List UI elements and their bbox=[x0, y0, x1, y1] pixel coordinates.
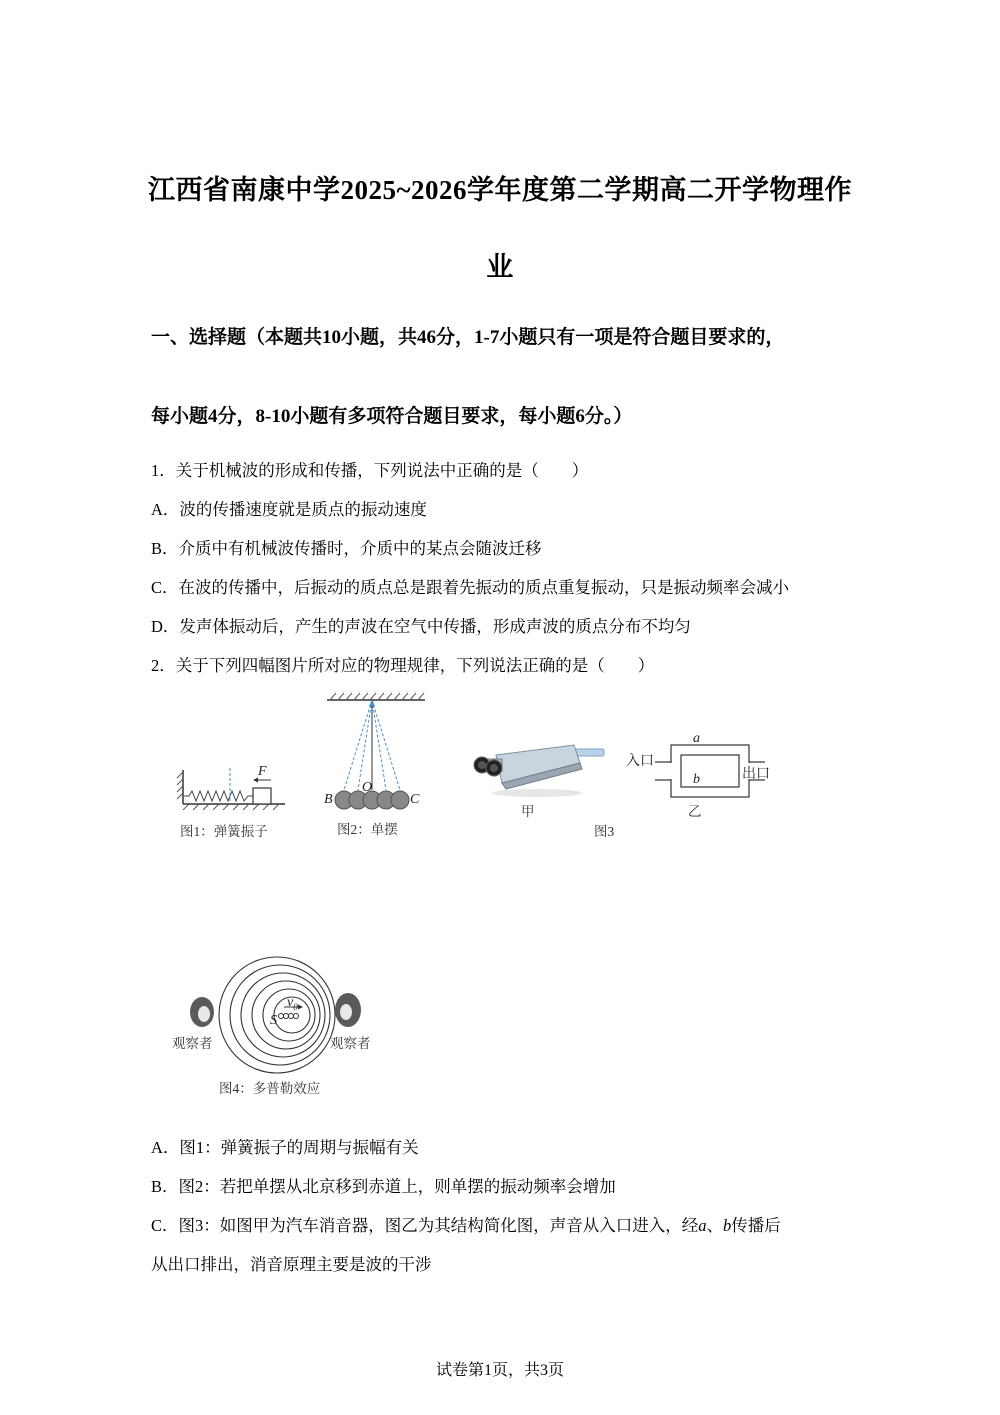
question-1-stem: 1．关于机械波的形成和传播，下列说法中正确的是（ ） bbox=[151, 461, 589, 480]
question-1-option-d: D．发声体振动后，产生的声波在空气中传播，形成声波的质点分布不均匀 bbox=[151, 617, 691, 636]
velocity-subscript: 0 bbox=[293, 1001, 298, 1012]
section-header-continued: 每小题4分，8-10小题有多项符合题目要求，每小题6分。） bbox=[151, 406, 633, 427]
page-footer: 试卷第1页，共3页 bbox=[435, 1362, 564, 1379]
page-title-continued: 业 bbox=[486, 252, 514, 282]
figure-2-caption: 图2：单摆 bbox=[337, 822, 398, 837]
figure-1-caption: 图1：弹簧振子 bbox=[180, 824, 268, 839]
question-2-option-c-continued: 从出口排出，消音原理主要是波的干涉 bbox=[151, 1255, 432, 1274]
force-label: F bbox=[258, 764, 267, 779]
path-label-b: b bbox=[693, 772, 700, 787]
question-2-option-a: A．图1：弹簧振子的周期与振幅有关 bbox=[151, 1138, 419, 1157]
question-1-option-c: C．在波的传播中，后振动的质点总是跟着先振动的质点重复振动，只是振动频率会减小 bbox=[151, 578, 790, 597]
option-c-path-b: b bbox=[723, 1216, 732, 1235]
figure-3-label-yi: 乙 bbox=[688, 804, 702, 819]
figure-3-label-jia: 甲 bbox=[521, 804, 535, 819]
figure-1-spring-oscillator bbox=[175, 760, 290, 810]
spring-oscillator-drawing bbox=[175, 760, 290, 810]
question-2-option-b: B．图2：若把单摆从北京移到赤道上，则单摆的振动频率会增加 bbox=[151, 1177, 616, 1196]
velocity-label bbox=[287, 995, 298, 1012]
figure-3-caption: 图3 bbox=[594, 824, 615, 839]
question-2-stem: 2．关于下列四幅图片所对应的物理规律，下列说法正确的是（ ） bbox=[151, 656, 655, 675]
option-c-text-end: 传播后 bbox=[731, 1216, 781, 1235]
question-1-option-b: B．介质中有机械波传播时，介质中的某点会随波迁移 bbox=[151, 539, 542, 558]
figure-3-muffler-image bbox=[462, 735, 607, 800]
question-1-option-a: A．波的传播速度就是质点的振动速度 bbox=[151, 500, 427, 519]
doppler-drawing bbox=[180, 955, 385, 1075]
inlet-label: 入口 bbox=[626, 754, 654, 769]
outlet-label: 出口 bbox=[742, 767, 770, 782]
pendulum-label-c: C bbox=[410, 792, 420, 807]
pendulum-label-o: O bbox=[362, 780, 373, 795]
muffler-drawing bbox=[462, 735, 607, 800]
option-c-text: C．图3：如图甲为汽车消音器，图乙为其结构简化图，声音从入口进入，经 bbox=[151, 1216, 699, 1235]
path-label-a: a bbox=[693, 731, 700, 746]
figure-4-doppler-effect bbox=[180, 955, 385, 1075]
source-label: S bbox=[270, 1013, 277, 1028]
section-header: 一、选择题（本题共10小题，共46分，1-7小题只有一项是符合题目要求的， bbox=[151, 327, 785, 348]
figure-4-caption: 图4：多普勒效应 bbox=[219, 1081, 321, 1096]
page-title: 江西省南康中学2025~2026学年度第二学期高二开学物理作 bbox=[147, 175, 853, 205]
question-2-option-c bbox=[151, 1212, 781, 1236]
pendulum-label-b: B bbox=[324, 792, 333, 807]
observer-right-label: 观察者 bbox=[330, 1036, 371, 1051]
option-c-path-a: a bbox=[698, 1216, 707, 1235]
observer-left-label: 观察者 bbox=[172, 1036, 213, 1051]
option-c-separator: 、 bbox=[706, 1216, 724, 1235]
velocity-symbol: v bbox=[287, 995, 294, 1010]
